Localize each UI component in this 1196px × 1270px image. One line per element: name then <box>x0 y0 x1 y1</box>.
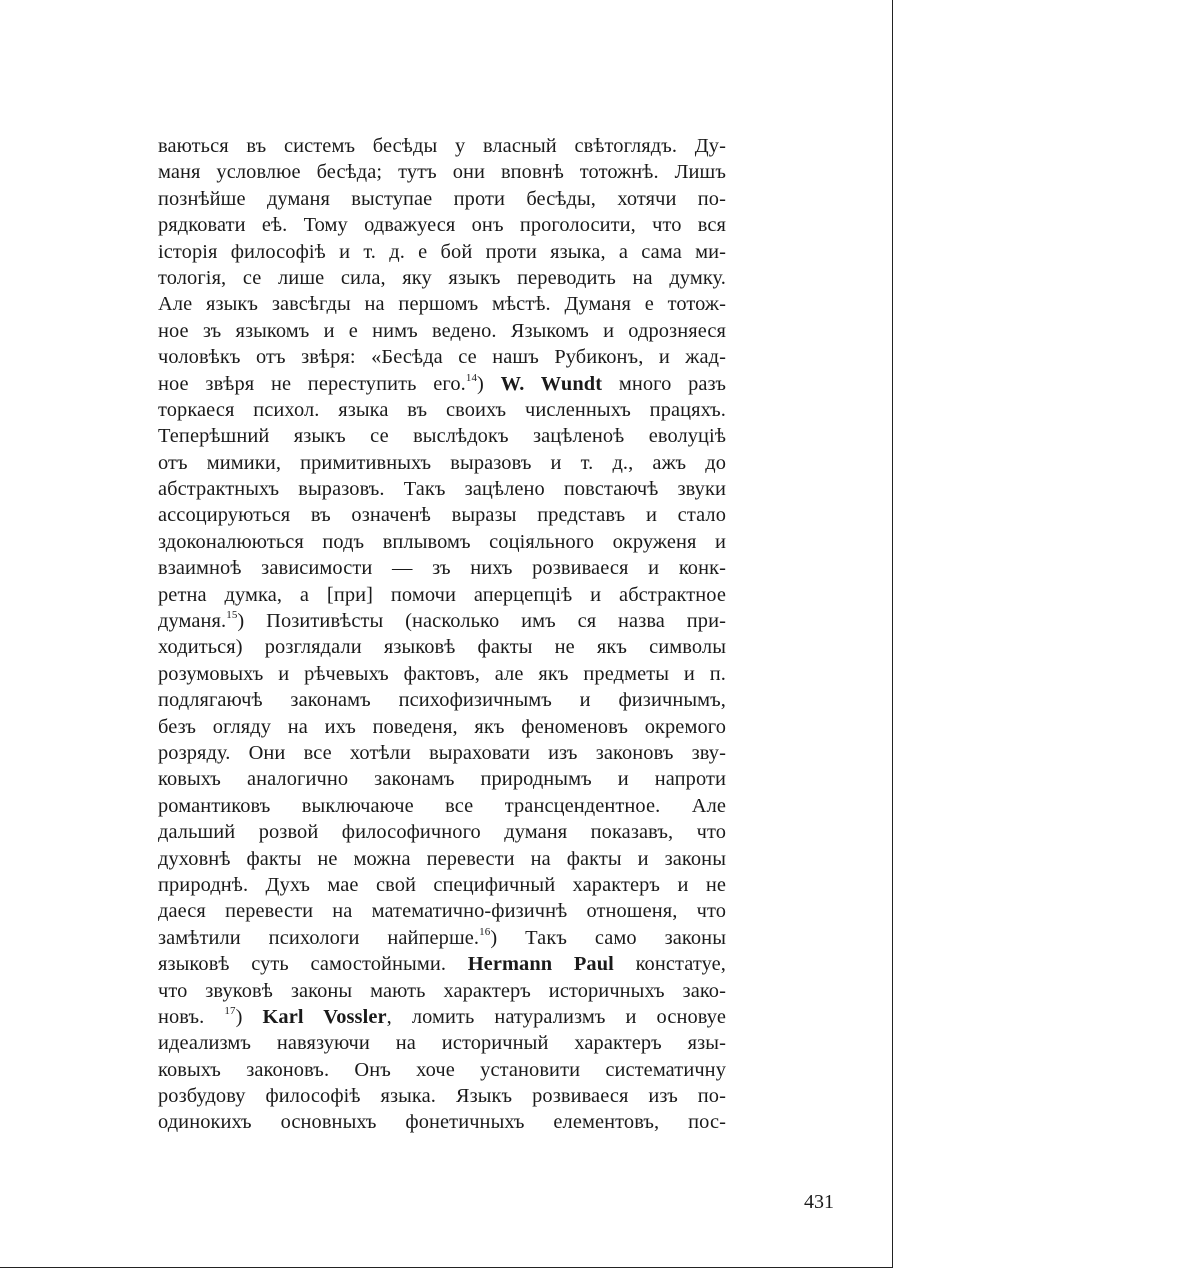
text-segment: природнѣ. Духъ мае свой специфичный характеръ и не <box>158 873 726 896</box>
text-segment: познѣйше думаня выступае проти бесѣды, хотячи по- <box>158 187 726 210</box>
text-segment: маня условлюе бесѣда; тутъ они вповнѣ тотожнѣ. Лишъ <box>158 161 726 184</box>
text-line <box>158 265 726 291</box>
text-line <box>158 344 726 370</box>
footnote-ref: 16 <box>479 925 491 938</box>
text-line <box>158 212 726 238</box>
text-segment: идеализмъ навязуючи на историчный характеръ язы- <box>158 1032 726 1055</box>
text-line <box>158 819 726 845</box>
text-segment: , ломить натурализмъ и основуе <box>386 1005 726 1028</box>
text-line <box>158 898 726 924</box>
text-segment: ) Позитивѣсты (насколько имъ ся назва при- <box>237 610 726 633</box>
text-line <box>158 476 726 502</box>
text-line <box>158 1057 726 1083</box>
text-segment: языковѣ суть самостойными. <box>158 953 468 976</box>
body-text <box>158 133 726 1136</box>
text-segment: одинокихъ основныхъ фонетичныхъ елементовъ, пос- <box>158 1111 726 1134</box>
text-line <box>158 846 726 872</box>
text-segment: взаимноѣ зависимости — зъ нихъ розвиваеся и конк- <box>158 557 726 580</box>
text-line <box>158 608 726 634</box>
text-segment: чоловѣкъ отъ звѣря: «Бесѣда се нашъ Рубиконъ, и жад- <box>158 346 726 369</box>
text-segment: абстрактныхъ выразовъ. Такъ зацѣлено повстаючѣ звуки <box>158 478 726 501</box>
bold-name: Karl Vossler <box>262 1005 387 1028</box>
text-segment: ) <box>477 372 501 395</box>
text-segment: даеся перевести на математично-физичнѣ отношеня, что <box>158 900 726 923</box>
text-line <box>158 1030 726 1056</box>
text-line <box>158 159 726 185</box>
text-segment: розумовыхъ и рѣчевыхъ фактовъ, але якъ предметы и п. <box>158 662 726 685</box>
text-line <box>158 740 726 766</box>
text-segment: романтиковъ выключаюче все трансцендентное. Але <box>158 794 726 817</box>
text-segment: Але языкъ завсѣгды на першомъ мѣстѣ. Думаня е тотож- <box>158 293 726 316</box>
text-segment: ковыхъ аналогично законамъ природнымъ и напроти <box>158 768 726 791</box>
text-segment: ) Такъ само законы <box>490 926 726 949</box>
text-segment: ное звѣря не переступить его. <box>158 372 466 395</box>
text-line <box>158 291 726 317</box>
text-segment: ходиться) розглядали языковѣ факты не якъ символы <box>158 636 726 659</box>
text-segment: ретна думка, а [при] помочи аперцепціѣ и абстрактное <box>158 583 726 606</box>
text-segment: безъ огляду на ихъ поведеня, якъ феноменовъ окремого <box>158 715 726 738</box>
text-line <box>158 793 726 819</box>
text-line <box>158 133 726 159</box>
text-line <box>158 450 726 476</box>
bold-name: W. Wundt <box>500 372 603 395</box>
text-segment: ное зъ языкомъ и е нимъ ведено. Языкомъ и одрозняеся <box>158 319 726 342</box>
bold-name: Hermann Paul <box>467 953 614 976</box>
text-segment: дальший розвой философичного думаня показавъ, что <box>158 821 726 844</box>
text-line <box>158 1109 726 1135</box>
text-segment: торкаеся психол. языка въ своихъ численныхъ працяхъ. <box>158 398 726 421</box>
text-segment: констатуе, <box>613 953 727 976</box>
text-segment: ковыхъ законовъ. Онъ хоче установити систематичну <box>158 1058 726 1081</box>
text-line <box>158 239 726 265</box>
text-segment: ассоцируються въ означенѣ выразы представъ и стало <box>158 504 726 527</box>
text-segment: Теперѣшний языкъ се выслѣдокъ зацѣленоѣ еволуціѣ <box>158 425 726 448</box>
page-number: 431 <box>804 1191 834 1213</box>
text-line <box>158 502 726 528</box>
text-segment: что звуковѣ законы мають характеръ историчныхъ зако- <box>158 979 726 1002</box>
text-line <box>158 714 726 740</box>
text-segment: тологія, се лише сила, яку языкъ переводить на думку. <box>158 266 726 289</box>
text-line <box>158 925 726 951</box>
text-segment: думаня. <box>158 610 227 633</box>
text-segment: історія философіѣ и т. д. е бой проти языка, а сама ми- <box>158 240 726 263</box>
text-line <box>158 634 726 660</box>
text-segment: замѣтили психологи найперше. <box>158 926 480 949</box>
text-line <box>158 186 726 212</box>
text-segment: подлягаючѣ законамъ психофизичнымъ и физичнымъ, <box>158 689 726 712</box>
text-segment: много разъ <box>602 372 726 395</box>
text-line <box>158 423 726 449</box>
text-segment: отъ мимики, примитивныхъ выразовъ и т. д., ажъ до <box>158 451 726 474</box>
footnote-ref: 17 <box>224 1004 236 1017</box>
text-segment: ваються въ системъ бесѣды у власный свѣтоглядъ. Ду- <box>158 135 726 157</box>
text-line <box>158 687 726 713</box>
text-line <box>158 582 726 608</box>
text-line <box>158 318 726 344</box>
text-line <box>158 1083 726 1109</box>
text-line <box>158 766 726 792</box>
text-line <box>158 951 726 977</box>
text-line <box>158 1004 726 1030</box>
text-segment: рядковати еѣ. Тому одважуеся онъ проголосити, что вся <box>158 214 726 237</box>
footnote-ref: 15 <box>226 609 238 622</box>
text-line <box>158 661 726 687</box>
text-line <box>158 872 726 898</box>
text-segment: розбудову философіѣ языка. Языкъ розвиваеся изъ по- <box>158 1085 726 1108</box>
footnote-ref: 14 <box>465 371 478 384</box>
text-line <box>158 555 726 581</box>
text-line <box>158 371 726 397</box>
text-segment: здоконалюються подъ вплывомъ соціяльного окруженя и <box>158 530 726 553</box>
text-segment: новъ. <box>158 1005 225 1028</box>
text-line <box>158 397 726 423</box>
text-line <box>158 978 726 1004</box>
text-segment: ) <box>235 1005 263 1028</box>
text-segment: розряду. Они все хотѣли выраховати изъ законовъ зву- <box>158 741 726 764</box>
text-segment: духовнѣ факты не можна перевести на факты и законы <box>158 847 726 870</box>
text-line <box>158 529 726 555</box>
